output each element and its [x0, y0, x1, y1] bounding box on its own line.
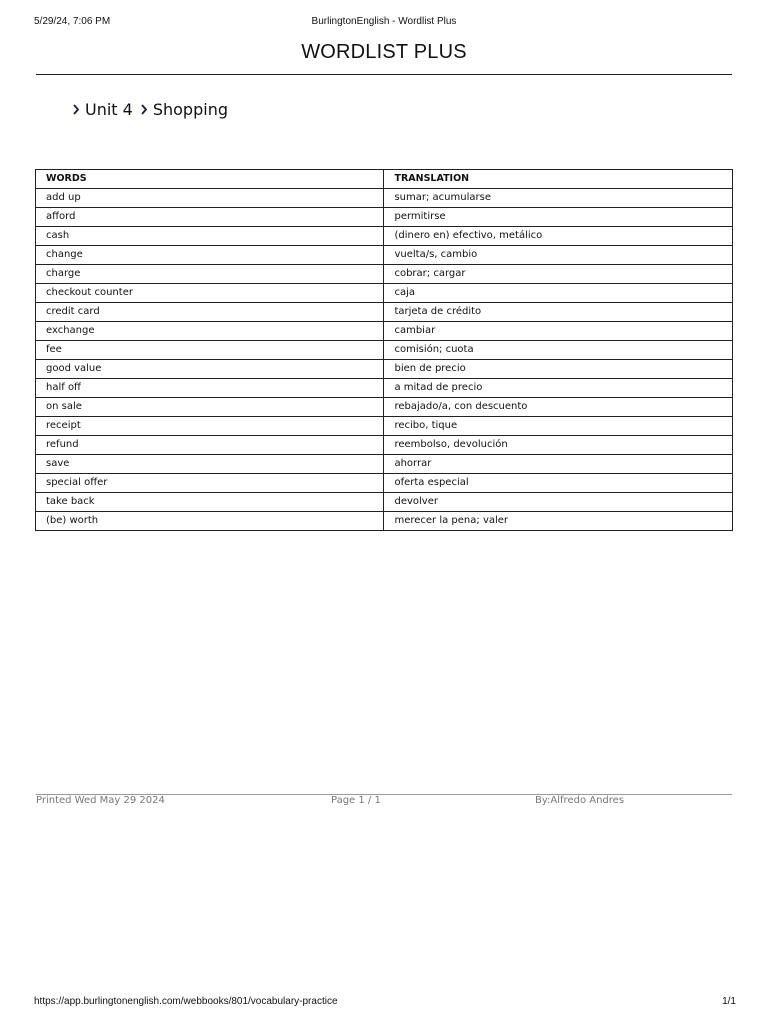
cell-word: take back	[36, 493, 384, 512]
footer-page-number: Page 1 / 1	[331, 795, 381, 806]
cell-word: save	[36, 455, 384, 474]
print-header-doc-title: BurlingtonEnglish - Wordlist Plus	[311, 16, 457, 27]
column-header-words: WORDS	[36, 170, 384, 189]
cell-word: receipt	[36, 417, 384, 436]
table-row	[36, 341, 733, 360]
cell-translation: rebajado/a, con descuento	[384, 398, 733, 417]
breadcrumb-unit-label: Unit 4	[85, 100, 133, 119]
footer-printed-date: Printed Wed May 29 2024	[36, 795, 165, 806]
cell-translation: reembolso, devolución	[384, 436, 733, 455]
cell-word: afford	[36, 208, 384, 227]
cell-word: refund	[36, 436, 384, 455]
cell-word: cash	[36, 227, 384, 246]
breadcrumb	[73, 100, 236, 119]
table-row	[36, 512, 733, 531]
table-row	[36, 322, 733, 341]
print-footer-url: https://app.burlingtonenglish.com/webbooks/801/vocabulary-practice	[34, 996, 338, 1007]
table-row	[36, 284, 733, 303]
cell-translation: oferta especial	[384, 474, 733, 493]
print-footer-page-count: 1/1	[722, 996, 736, 1007]
cell-translation: cobrar; cargar	[384, 265, 733, 284]
cell-translation: ahorrar	[384, 455, 733, 474]
cell-translation: caja	[384, 284, 733, 303]
column-header-translation: TRANSLATION	[384, 170, 733, 189]
wordlist-body	[36, 189, 733, 531]
table-row	[36, 303, 733, 322]
cell-word: exchange	[36, 322, 384, 341]
page-title: WORDLIST PLUS	[301, 41, 467, 63]
print-header-datetime: 5/29/24, 7:06 PM	[34, 16, 111, 27]
breadcrumb-topic-label: Shopping	[152, 100, 228, 119]
cell-translation: sumar; acumularse	[384, 189, 733, 208]
breadcrumb-item-unit[interactable]	[73, 100, 133, 119]
cell-translation: (dinero en) efectivo, metálico	[384, 227, 733, 246]
cell-translation: merecer la pena; valer	[384, 512, 733, 531]
cell-translation: recibo, tique	[384, 417, 733, 436]
table-row	[36, 493, 733, 512]
table-row	[36, 360, 733, 379]
table-row	[36, 265, 733, 284]
table-row	[36, 455, 733, 474]
table-header-row	[36, 170, 733, 189]
cell-word: fee	[36, 341, 384, 360]
cell-word: (be) worth	[36, 512, 384, 531]
table-row	[36, 189, 733, 208]
cell-word: change	[36, 246, 384, 265]
cell-word: on sale	[36, 398, 384, 417]
cell-word: special offer	[36, 474, 384, 493]
cell-translation: cambiar	[384, 322, 733, 341]
cell-translation: tarjeta de crédito	[384, 303, 733, 322]
footer-author: By:Alfredo Andres	[535, 795, 625, 806]
table-row	[36, 208, 733, 227]
cell-word: checkout counter	[36, 284, 384, 303]
cell-word: charge	[36, 265, 384, 284]
title-divider	[36, 74, 732, 75]
table-row	[36, 417, 733, 436]
chevron-right-icon	[141, 104, 147, 115]
table-row	[36, 246, 733, 265]
table-row	[36, 227, 733, 246]
cell-translation: a mitad de precio	[384, 379, 733, 398]
wordlist-table	[35, 169, 733, 531]
cell-word: add up	[36, 189, 384, 208]
cell-word: good value	[36, 360, 384, 379]
table-row	[36, 436, 733, 455]
cell-translation: comisión; cuota	[384, 341, 733, 360]
chevron-right-icon	[73, 104, 79, 115]
table-row	[36, 379, 733, 398]
breadcrumb-item-topic[interactable]	[141, 100, 228, 119]
cell-word: credit card	[36, 303, 384, 322]
cell-translation: bien de precio	[384, 360, 733, 379]
table-row	[36, 474, 733, 493]
table-row	[36, 398, 733, 417]
cell-word: half off	[36, 379, 384, 398]
cell-translation: permitirse	[384, 208, 733, 227]
cell-translation: vuelta/s, cambio	[384, 246, 733, 265]
cell-translation: devolver	[384, 493, 733, 512]
